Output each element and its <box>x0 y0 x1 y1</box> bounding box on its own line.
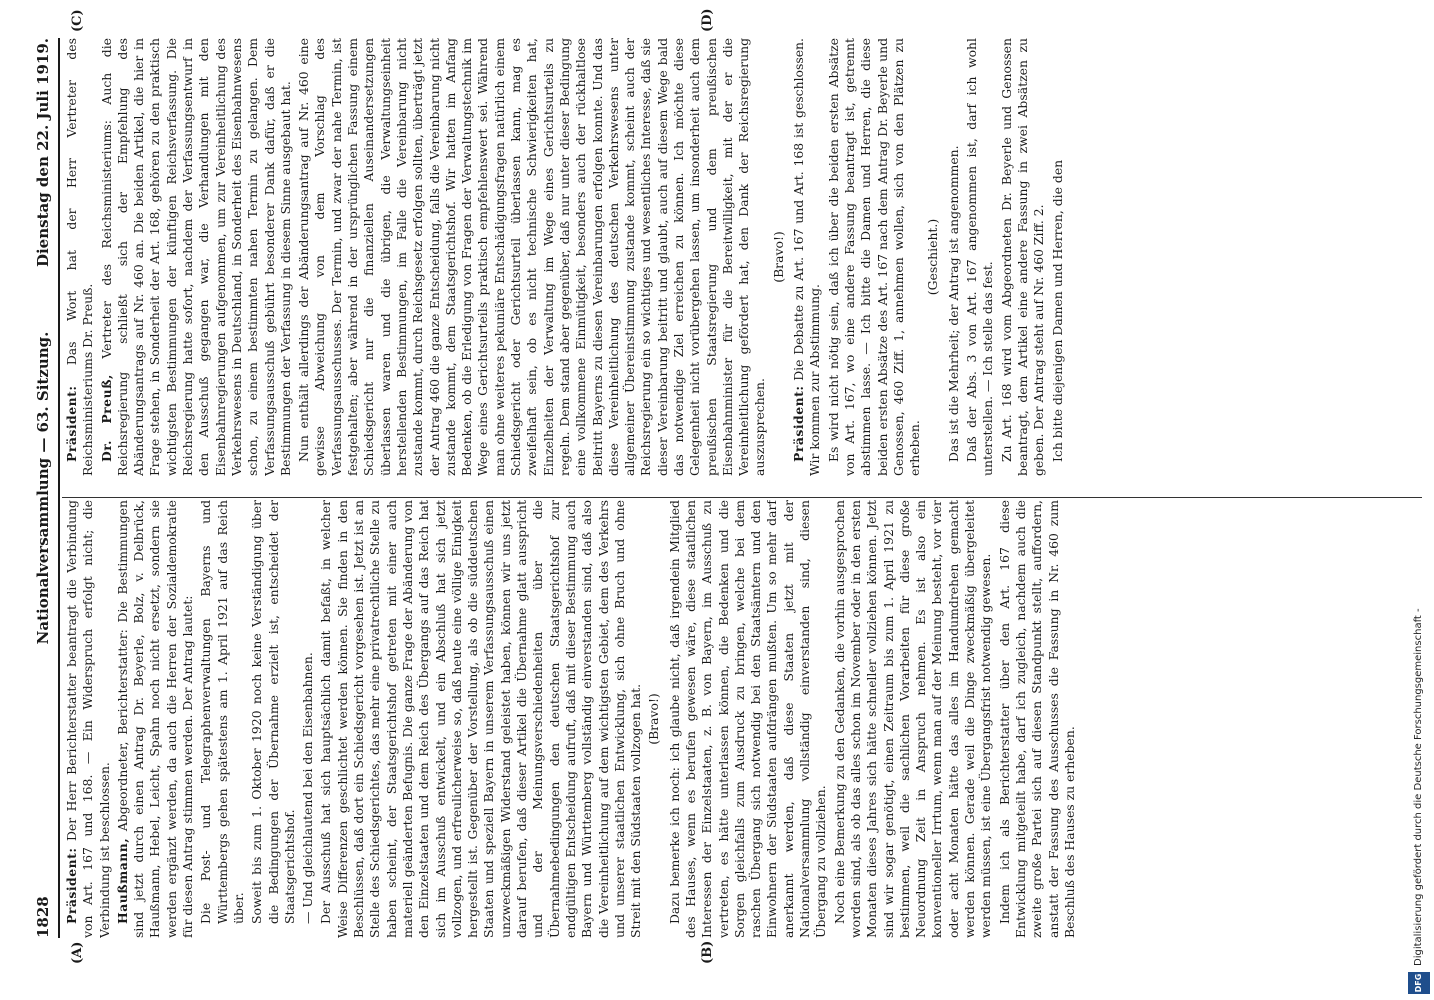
paragraph-text: Das Wort hat der Herr Vertreter des Reichsministeriums Dr. Preuß. <box>64 38 96 476</box>
paragraph <box>99 38 295 476</box>
paragraph: Das ist die Mehrheit; der Antrag ist angenommen. <box>945 145 961 462</box>
right-column <box>64 38 1424 476</box>
quoted-motion: Die Post- und Telegraphenverwaltungen Bayerns und Württembergs gehen spätestens am 1. April 1921 auf das Reich über. <box>198 500 246 924</box>
paragraph: Es wird nicht nötig sein, daß ich über die beiden ersten Absätze von Art. 167, wo eine andere Fassung beantragt ist, getrennt abstimmen lasse. — Ich bitte die Damen und Herren, die diese beiden ersten Absätze des Art. 167 nach dem Antrag Dr. Beyerle und Genossen, 460 Ziff. 1, annehmen wollen, sich von den Plätzen zu erheben. <box>825 38 923 476</box>
paragraph: Dazu bemerke ich noch: ich glaube nicht, daß irgendein Mitglied des Hauses, wenn es berufen gewesen wäre, diese staatlichen Interessen der Einzelstaaten, z. B. von Bayern, im Ausschuß zu vertreten, es hätte unterlassen können, die Bedenken und die Sorgen gleichfalls zum Ausdruck zu bringen, welche bei dem raschen Übergang sich notwendig bei den Staatsämtern und den Einwohnern der Südstaaten aufdrängen mußten. Um so mehr darf anerkannt werden, daß diese Staaten jetzt mit der Nationalversammlung vollständig einverstanden sind, diesen Übergang zu vollziehen. <box>666 500 829 938</box>
paragraph: Ich bitte diejenigen Damen und Herren, die den <box>1049 159 1065 462</box>
left-column <box>64 500 1424 938</box>
speaker-name: Dr. Preuß, <box>98 374 114 462</box>
interjection: (Bravo!) <box>646 693 662 745</box>
speaker-name: Präsident: <box>64 385 79 462</box>
interjection: (Geschieht.) <box>925 218 941 296</box>
header-date: Dienstag den 22. Juli 1919. <box>34 38 52 268</box>
quoted-motion: — Und gleichlautend bei den Eisenbahnen. <box>300 652 316 924</box>
quoted-motion: Soweit bis zum 1. Oktober 1920 noch keine Verständigung über die Bedingungen der Übernahme erzielt ist, entscheidet der Staatsgerichtshof. <box>249 500 297 924</box>
dfg-logo: DFG <box>1408 972 1430 994</box>
paragraph: Der Ausschuß hat sich hauptsächlich damit befaßt, in welcher Weise Differenzen geschlichtet werden können. Sie finden in den Beschlüssen, daß dort ein Schiedsgericht vorgesehen ist. Jetzt ist an Stelle des Schiedsgerichtes, das mehr eine privatrechtliche Stelle zu haben scheint, der Staatsgerichtshof getreten mit einer auch materiell geänderten Befugnis. Die ganze Frage der Abänderung von den Einzelstaaten und dem Reich des Übergangs auf das Reich hat sich im Ausschuß entwickelt, und ein Abschluß hat sich jetzt vollzogen, und erfreulicherweise so, daß heute eine völlige Einigkeit hergestellt ist. Gegenüber der Vorstellung, als ob die süddeutschen Staaten und speziell Bayern in unserem Verfassungsausschuß einen unzweckmäßigen Widerstand geleistet haben, können wir uns jetzt darauf berufen, daß dieser Artikel die Übernahme glatt ausspricht und der Meinungsverschiedenheiten über die Übernahmebedingungen den deutschen Staatsgerichtshof zur endgültigen Entscheidung aufruft, daß mit dieser Bestimmung auch Bayern und Württemberg vollständig einverstanden sind, daß also die Vereinheitlichung auf dem wichtigsten Gebiet, dem des Verkehrs und unserer staatlichen Entwicklung, sich ohne Bruch und ohne Streit mit den Südstaaten vollzogen hat. <box>318 500 644 938</box>
margin-marker-a: (A) <box>70 941 85 964</box>
paragraph: Noch eine Bemerkung zu den Gedanken, die vorhin ausgesprochen worden sind, als ob das alles schon im November oder in den ersten Monaten dieses Jahres sich hätte schneller vollziehen können. Jetzt sind wir sogar genötigt, einen Zeitraum bis zum 1. April 1921 zu bestimmen, weil die sachlichen Vorarbeiten für diese große Neuordnung Zeit in Anspruch nehmen. Es ist also ein konventioneller Irrtum, wenn man auf der Meinung besteht, vor vier oder acht Monaten hätte das alles im Handumdrehen gemacht werden können. Gerade weil die Dinge zweckmäßig übergeleitet werden müssen, ist eine Übergangsfrist notwendig gewesen. <box>831 500 994 938</box>
digitization-footer <box>1404 0 1434 1000</box>
paragraph-text: Vertreter des Reichsministeriums: Auch die Reichsregierung schließt sich der Empfehlung des Abänderungsantrags auf Nr. 460 an. Die beiden Artikel, die hier in Frage stehen, in Sonderheit der Art. 168, gehören zu den praktisch wichtigsten Bestimmungen der künftigen Reichsverfassung. Die Reichsregierung hatte sofort, nachdem der Verfassungsentwurf in den Ausschuß gegangen war, die Verhandlungen mit den Eisenbahnregierungen aufgenommen, um zur Vereinheitlichung des Verkehrswesens in Deutschland, in Sonderheit des Eisenbahnwesens schon, zu einem bestimmten nahen Termin zu gelangen. Dem Verfassungsausschuß gebührt besonderer Dank dafür, daß er die Bestimmungen der Verfassung in diesem Sinne ausgebaut hat. <box>98 38 293 476</box>
header-title: Nationalversammlung — 63. Sitzung. <box>34 331 52 645</box>
paragraph: Zu Art. 168 wird vom Abgeordneten Dr. Beyerle und Genossen beantragt, dem Artikel eine andere Fassung in zwei Absätzen zu geben. Der Antrag steht auf Nr. 460 Ziff. 2. <box>998 38 1047 476</box>
paragraph <box>64 38 97 476</box>
paragraph-text: Abgeordneter, Berichterstatter: Die Bestimmungen sind jetzt durch einen Antrag Dr. Beyerle, Bolz, v. Delbrück, Haußmann, Hebel, Leicht, Spahn noch nicht ersetzt, sondern sie werden ergänzt werden, da auch die Herren der Sozialdemokratie für diesen Antrag stimmen werden. Der Antrag lautet: <box>114 500 196 938</box>
margin-marker-d: (D) <box>700 8 715 32</box>
digitization-credit: Digitalisierung gefördert durch die Deutsche Forschungsgemeinschaft - <box>1413 608 1424 966</box>
paragraph <box>791 38 824 476</box>
paragraph: Indem ich als Berichterstatter über den Art. 167 diese Entwicklung mitgeteilt habe, darf ich zugleich, nachdem auch die zweite große Partei sich auf diesen Standpunkt stellt, auffordern, anstatt der Fassung des Ausschusses die Fassung in Nr. 460 zum Beschluß des Hauses zu erheben. <box>996 500 1077 938</box>
margin-marker-b: (B) <box>700 940 715 964</box>
paragraph <box>64 500 113 938</box>
header-rule <box>58 38 60 938</box>
speaker-name: Präsident: <box>64 847 79 924</box>
paragraph-text: Der Herr Berichterstatter beantragt die Verbindung von Art. 167 und 168. — Ein Widerspruch erfolgt nicht; die Verbindung ist beschlossen. <box>64 500 112 938</box>
margin-marker-c: (C) <box>70 9 85 32</box>
speaker-name: Haußmann, <box>114 837 130 924</box>
page-header <box>34 38 56 938</box>
paragraph: Daß der Abs. 3 von Art. 167 angenommen ist, darf ich wohl unterstellen. — Ich stelle das fest. <box>964 38 996 476</box>
speaker-name: Präsident: <box>791 385 807 462</box>
page-number: 1828 <box>34 896 52 938</box>
interjection: (Bravo!) <box>770 231 786 283</box>
column-divider <box>62 497 1422 498</box>
paragraph-text: Die Debatte zu Art. 167 und Art. 168 ist geschlossen. Wir kommen zur Abstimmung. <box>791 38 823 476</box>
paragraph <box>115 500 196 938</box>
paragraph: Nun enthält allerdings der Abänderungsantrag auf Nr. 460 eine gewisse Abweichung von dem Vorschlag des Verfassungsausschusses. Der Termin, und zwar der nahe Termin, ist festgehalten; aber während in der ursprünglichen Fassung einem Schiedsgericht nur die finanziellen Auseinandersetzungen überlassen waren und die übrigen, die Verwaltungseinheit herstellenden Bestimmungen, im Falle die Vereinbarung nicht zustande kommt, durch Reichsgesetz erfolgen sollten, überträgt jetzt der Antrag 460 die ganze Entscheidung, falls die Vereinbarung nicht zustande kommt, dem Staatsgerichtshof. Wir hatten im Anfang Bedenken, ob die Erledigung von Fragen der Verwaltungstechnik im Wege eines Gerichtsurteils praktisch empfehlenswert sei. Während man ohne weiteres pekuniäre Entschädigungsfragen natürlich einem Schiedsgericht oder Gerichtsurteil überlassen kann, mag es zweifelhaft sein, ob es nicht technische Schwierigkeiten hat, Einzelheiten der Verwaltung im Wege eines Gerichtsurteils zu regeln. Dem stand aber gegenüber, daß nur unter dieser Bedingung eine vollkommene Einmütigkeit, besonders auch der rückhaltlose Beitritt Bayerns zu diesen Vereinbarungen erfolgen konnte. Und das diese Vereinheitlichung des deutschen Verkehrswesens unter allgemeiner Übereinstimmung zustande kommt, scheint auch der Reichsregierung ein so wichtiges und wesentliches Interesse, daß sie dieser Vereinbarung beitritt und glaubt, auch auf diesem Wege bald das notwendige Ziel erreichen zu können. Ich möchte diese Gelegenheit nicht vorübergehen lassen, um insonderheit auch dem preußischen Staatsregierung und dem preußischen Eisenbahnminister für die Bereitwilligkeit, mit der er die Vereinheitlichung gefördert hat, den Dank der Reichsregierung auszusprechen. <box>296 38 768 476</box>
